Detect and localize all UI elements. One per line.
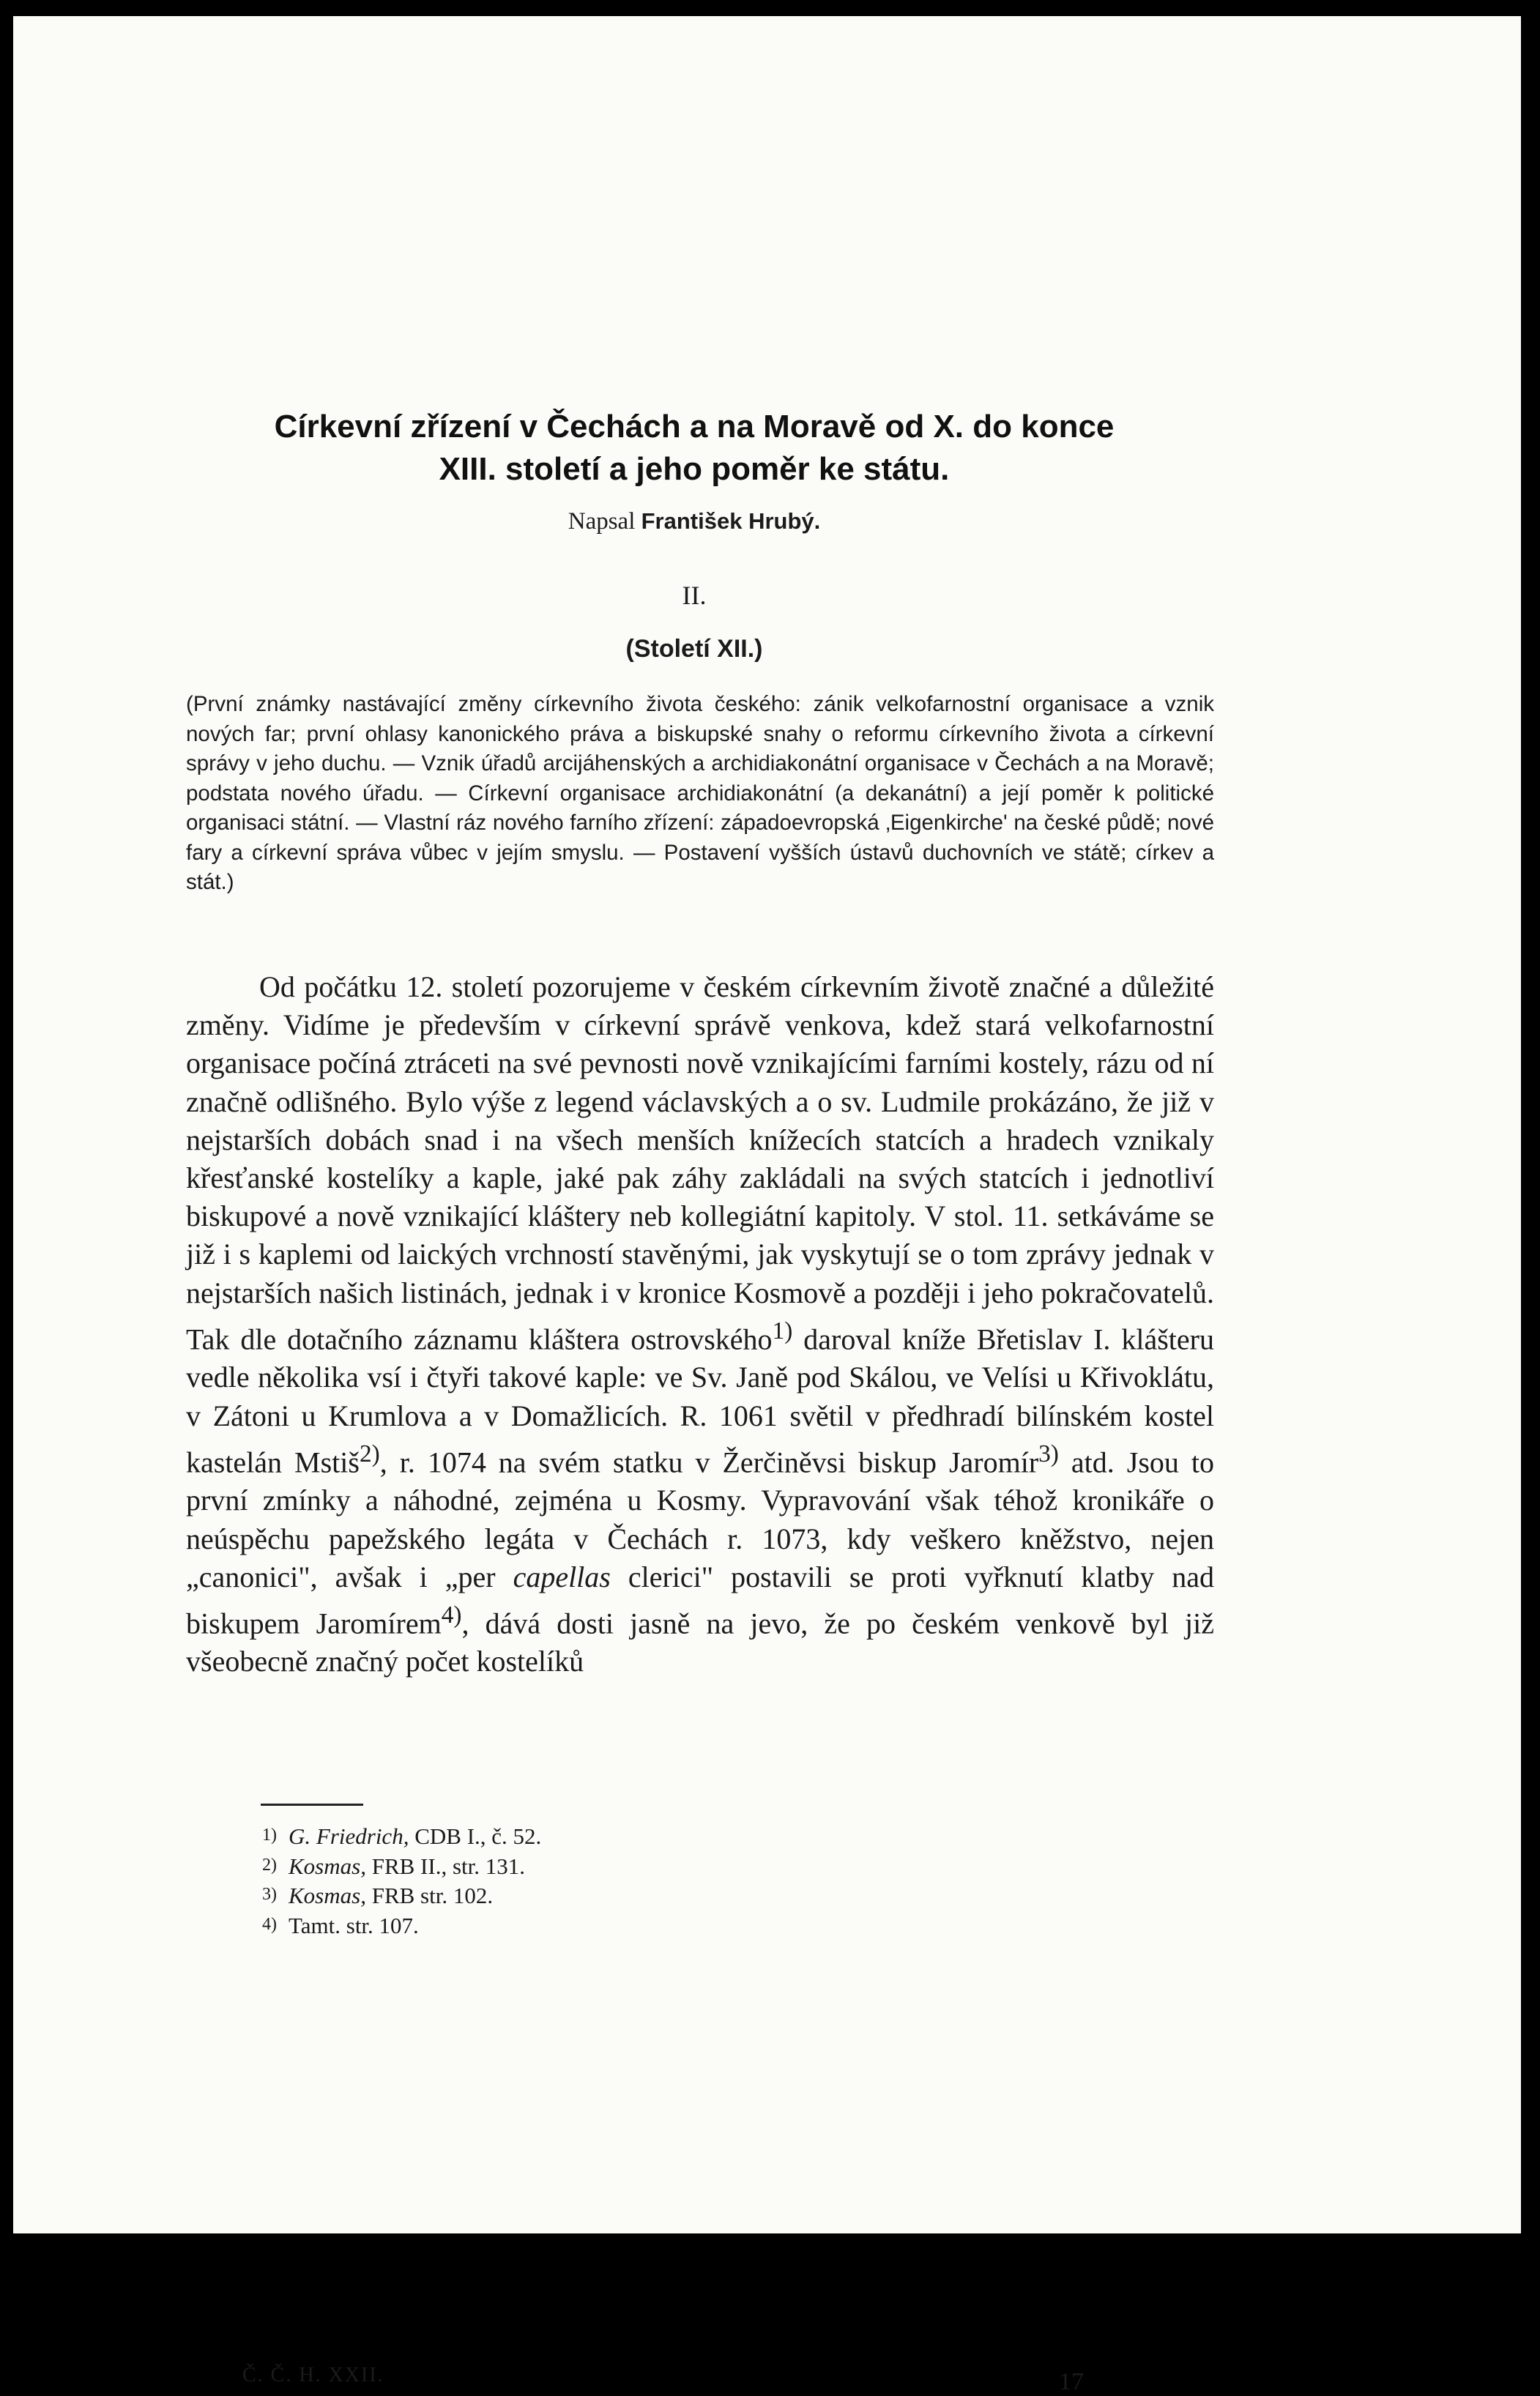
footnote-number: 3): [262, 1885, 277, 1904]
footnote-ref: 1): [772, 1317, 793, 1344]
author-name: František Hrubý.: [641, 508, 821, 534]
journal-signature: Č. Č. H. XXII.: [242, 2364, 384, 2386]
byline: [145, 508, 1243, 535]
section-number: II.: [682, 581, 707, 610]
footnote-text: Tamt. str. 107.: [289, 1912, 419, 1938]
italic-term: capellas: [513, 1560, 611, 1593]
footnote-number: 2): [262, 1855, 277, 1875]
body-paragraph: [186, 968, 1214, 1681]
body-text-part: clerici" postavili se proti vyřknutí klatby nad biskupem Jaromírem: [186, 1560, 1214, 1640]
byline-prefix: Napsal: [568, 508, 636, 535]
section-subtitle: (Století XII.): [625, 635, 763, 663]
body-text-part: , dává dosti jasně na jevo, že po českém venkově byl již všeobecně značný počet kostelíků: [186, 1607, 1214, 1678]
footnote: [262, 1911, 848, 1941]
page-number: 17: [1059, 2368, 1084, 2395]
footnote-author: G. Friedrich,: [289, 1823, 409, 1849]
footnote: [262, 1851, 848, 1881]
footnote-divider: [261, 1804, 363, 1806]
footnote-text: CDB I., č. 52.: [409, 1823, 542, 1849]
footnote: [262, 1821, 848, 1851]
body-text-part: Od počátku 12. století pozorujeme v českém církevním životě značné a důležité změny. Vidíme je především v církevní správě venkova, kdež stará velkofarnostní organisace počíná ztráceti na své pevnosti nově vznikajícími farními kostely, rázu od ní značně odlišného. Bylo výše z legend václavských a o sv. Ludmile prokázáno, že již v nejstarších dobách snad i na všech menších knížecích statcích a hradech vznikaly křesťanské kostelíky a kaple, jaké pak záhy zakládali na svých statcích i jednotliví biskupové a nově vznikající kláštery neb kollegiátní kapitoly. V stol. 11. setkáváme se již i s kaplemi od laických vrchností stavěnými, jak vyskytují se o tom zprávy jednak v nejstarších našich listinách, jednak i v kronice Kosmově a později i jeho pokračovatelů. Tak dle dotačního záznamu kláštera ostrovského: [186, 970, 1214, 1356]
footnote-ref: 4): [441, 1601, 462, 1629]
article-title: [145, 406, 1243, 491]
footnote-text: FRB str. 102.: [365, 1883, 494, 1908]
chapter-summary: (První známky nastávající změny církevního života českého: zánik velkofarnostní organisace a vznik nových far; první ohlasy kanonického práva a biskupské snahy o reformu církevního života a církevní správy v jeho duchu. — Vznik úřadů arcijáhenských a archidiakonátní organisace v Čechách a na Moravě; podstata nového úřadu. — Církevní organisace archidiakonátní (a dekanátní) a její poměr k politické organisaci státní. — Vlastní ráz nového farního zřízení: západoevropská ‚Eigenkirche' na české půdě; nové fary a církevní správa vůbec v jejím smyslu. — Postavení vyšších ústavů duchovních ve státě; církev a stát.): [186, 692, 1214, 894]
footnote-number: 1): [262, 1826, 277, 1845]
footnote-text: FRB II., str. 131.: [365, 1853, 525, 1879]
body-text-part: atd. Jsou to první zmínky a náhodné, zejména u Kosmy. Vypravování však téhož kronikáře o neúspěchu papežského legáta v Čechách r. 1073, kdy veškero kněžstvo, nejen „canonici", avšak i „per: [186, 1446, 1214, 1593]
document-page: [13, 16, 1521, 2395]
title-line-2: XIII. století a jeho poměr ke státu.: [439, 451, 950, 487]
body-text-part: , r. 1074 na svém statku v Žerčiněvsi biskup Jaromír: [379, 1446, 1039, 1479]
footnotes: [262, 1821, 848, 1940]
footnote-ref: 3): [1038, 1440, 1059, 1467]
footnote: [262, 1880, 848, 1911]
footnote-author: Kosmas,: [289, 1883, 366, 1908]
footnote-author: Kosmas,: [289, 1853, 366, 1879]
title-line-1: Církevní zřízení v Čechách a na Moravě od X. do konce: [274, 409, 1115, 444]
footnote-number: 4): [262, 1914, 277, 1934]
body-text-part: daroval kníže Břetislav I. klášteru vedle několika vsí i čtyři takové kaple: ve Sv. Janě pod Skálou, ve Velísi u Křivoklátu, v Zátoni u Krumlova a v Domažlicích. R. 1061 světil v předhradí bilínském kostel kastelán Mstiš: [186, 1322, 1214, 1479]
footnote-ref: 2): [359, 1440, 380, 1467]
